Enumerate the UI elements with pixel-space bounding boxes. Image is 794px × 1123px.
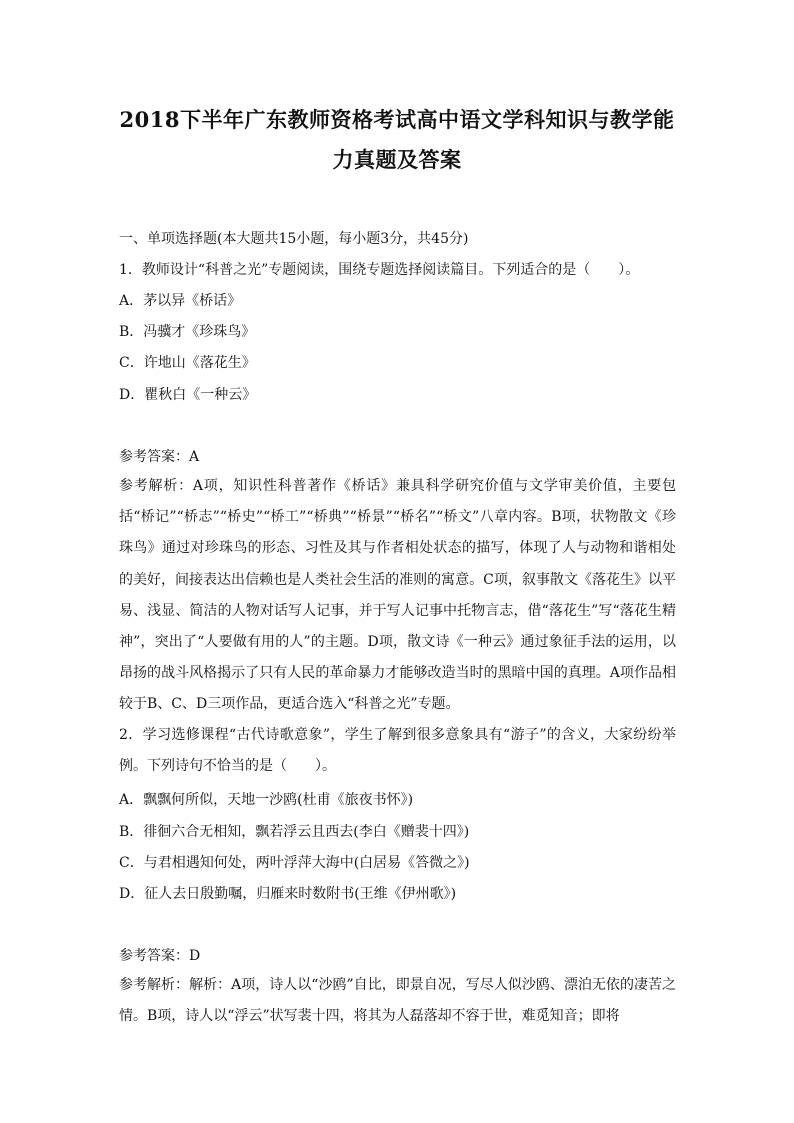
- question-1-option-a: A．茅以异《桥话》: [119, 293, 242, 309]
- question-1-stem: 1．教师设计“科普之光”专题阅读，围绕专题选择阅读篇目。下列适合的是（ ）。: [119, 262, 640, 278]
- page-title: [100, 104, 694, 184]
- page-title-line-2: 力真题及答案: [332, 147, 462, 172]
- question-1-analysis: 参考解析：A项，知识性科普著作《桥话》兼具科学研究价值与文学审美价值，主要包括“桥记”“桥志”“桥史”“桥工”“桥典”“桥景”“桥名”“桥文”八章内容。B项，状物散文《珍珠鸟》通过对珍珠鸟的形态、习性及其与作者相处状态的描写，体现了人与动物和谐相处的美好，间接表达出信赖也是人类社会生活的准则的寓意。C项，叙事散文《落花生》以平易、浅显、简洁的人物对话写人记事，并于写人记事中托物言志，借“落花生”写“落花生精神”，突出了“人要做有用的人”的主题。D项，散文诗《一种云》通过象征手法的运用，以昂扬的战斗风格揭示了只有人民的革命暴力才能够改造当时的黑暗中国的真理。A项作品相较于B、C、D三项作品，更适合选入“科普之光”专题。: [119, 478, 676, 713]
- question-2-option-a: A．飘飘何所似，天地一沙鸥(杜甫《旅夜书怀》): [119, 792, 414, 808]
- question-2-option-d: D．征人去日殷勤嘱，归雁来时数附书(王维《伊州歌》): [119, 886, 457, 902]
- question-2-answer: 参考答案：D: [119, 948, 201, 964]
- question-2-analysis: 参考解析：解析：A项，诗人以“沙鸥”自比，即景自况，写尽人似沙鸥、漂泊无依的凄苦之情。B项，诗人以“浮云”状写裴十四，将其为人磊落却不容于世，难觅知音；即将: [119, 977, 676, 1025]
- question-2-option-c: C．与君相遇知何处，两叶浮萍大海中(白居易《答微之》): [119, 855, 470, 871]
- question-1-option-c: C．许地山《落花生》: [119, 355, 256, 371]
- question-2-stem: 2．学习选修课程“古代诗歌意象”，学生了解到很多意象具有“游子”的含义，大家纷纷举例。下列诗句不恰当的是（ ）。: [119, 727, 676, 775]
- question-2-option-b: B．徘徊六合无相知，飘若浮云且西去(李白《赠裴十四》): [119, 824, 470, 840]
- page-title-line-1: 2018下半年广东教师资格考试高中语文学科知识与教学能: [119, 107, 675, 132]
- question-1-option-d: D．瞿秋白《一种云》: [119, 387, 257, 403]
- question-1-option-b: B．冯骥才《珍珠鸟》: [119, 324, 256, 340]
- question-1-answer: 参考答案：A: [119, 449, 200, 465]
- section-heading: 一、单项选择题(本大题共15小题，每小题3分，共45分): [119, 231, 469, 247]
